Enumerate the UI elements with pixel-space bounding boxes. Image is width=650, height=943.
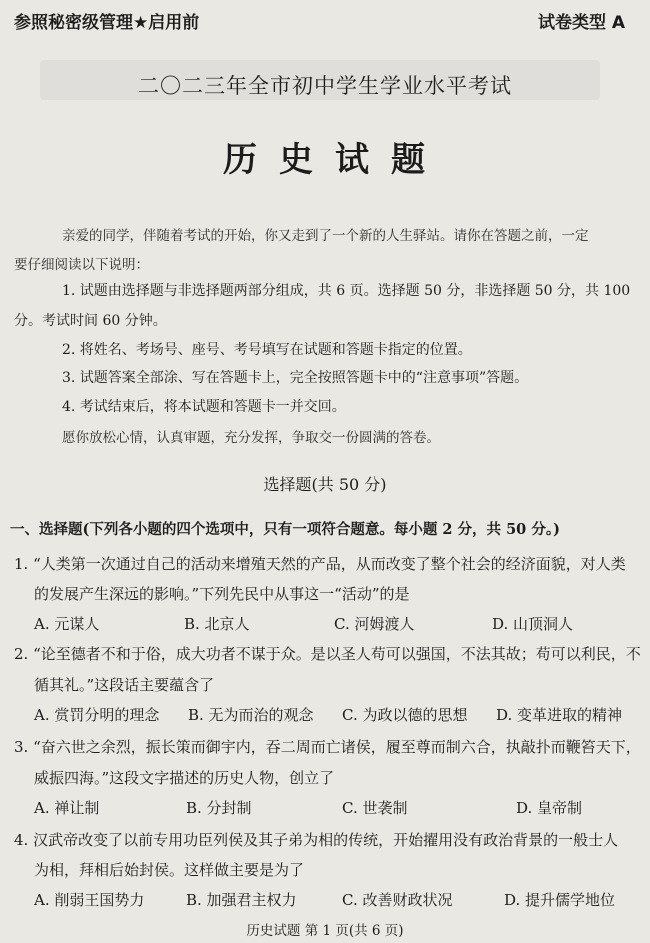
option-c: C. 为政以德的思想 [342,706,468,724]
option-b: B. 加强君主权力 [186,891,297,909]
question-3-line-2: 威振四海。”这段文字描述的历史人物，创立了 [34,769,335,787]
option-d: D. 皇帝制 [516,799,583,817]
rule-1-line-1: 1. 试题由选择题与非选择题两部分组成，共 6 页。选择题 50 分，非选择题 50 分，共 100 [62,283,631,299]
question-1-line-1: 1. “人类第一次通过自己的活动来增殖天然的产品，从而改变了整个社会的经济面貌，对人类 [14,555,626,573]
option-d: D. 山顶洞人 [492,615,574,633]
page-footer: 历史试题 第 1 页(共 6 页) [246,923,404,939]
option-c: C. 改善财政状况 [342,891,453,909]
option-a: A. 赏罚分明的理念 [34,706,160,724]
option-a: A. 元谋人 [34,615,100,633]
paper-type-label: 试卷类型 A [538,13,626,33]
option-b: B. 北京人 [184,615,250,633]
question-4-line-1: 4. 汉武帝改变了以前专用功臣列侯及其子弟为相的传统，开始擢用没有政治背景的一般士人 [14,831,619,849]
option-d: D. 变革进取的精神 [496,706,623,724]
option-a: A. 削弱王国势力 [34,891,145,909]
option-c: C. 河姆渡人 [334,615,415,633]
section-title: 选择题(共 50 分) [263,475,387,494]
question-3-options [34,797,582,818]
intro-line-2: 要仔细阅读以下说明： [14,257,149,273]
question-2-line-1: 2. “论至德者不和于俗，成大功者不谋于众。是以圣人苟可以强国，不法其故；苟可以利民，不 [14,645,641,663]
rule-4: 4. 考试结束后，将本试题和答题卡一并交回。 [62,399,346,415]
option-c: C. 世袭制 [342,799,408,817]
rule-2: 2. 将姓名、考场号、座号、考号填写在试题和答题卡指定的位置。 [62,342,472,358]
intro-line-1: 亲爱的同学，伴随着考试的开始，你又走到了一个新的人生驿站。请你在答题之前，一定 [62,228,589,244]
question-1-line-2: 的发展产生深远的影响。”下列先民中从事这一“活动”的是 [34,585,410,603]
question-1-options [34,613,573,634]
question-2-line-2: 循其礼。”这段话主要蕴含了 [34,676,215,694]
question-2-options [34,704,622,725]
question-4-options [34,889,615,910]
part-instruction: 一、选择题(下列各小题的四个选项中，只有一项符合题意。每小题 2 分，共 50 分。) [10,521,560,538]
option-a: A. 禅让制 [34,799,100,817]
exam-subtitle: 二〇二三年全市初中学生学业水平考试 [138,74,512,98]
wish-line: 愿你放松心情，认真审题，充分发挥，争取交一份圆满的答卷。 [62,430,440,446]
page-title: 历史试题 [223,140,447,180]
option-b: B. 无为而治的观念 [188,706,314,724]
rule-3: 3. 试题答案全部涂、写在答题卡上，完全按照答题卡中的“注意事项”答题。 [62,370,529,386]
question-3-line-1: 3. “奋六世之余烈，振长策而御宇内，吞二周而亡诸侯，履至尊而制六合，执敲扑而鞭笞天下， [14,738,641,756]
option-b: B. 分封制 [186,799,252,817]
question-4-line-2: 为相，拜相后始封侯。这样做主要是为了 [34,861,305,879]
rule-1-line-2: 分。考试时间 60 分钟。 [14,313,167,329]
option-d: D. 提升儒学地位 [504,891,616,909]
security-level-label: 参照秘密级管理★启用前 [14,13,200,33]
